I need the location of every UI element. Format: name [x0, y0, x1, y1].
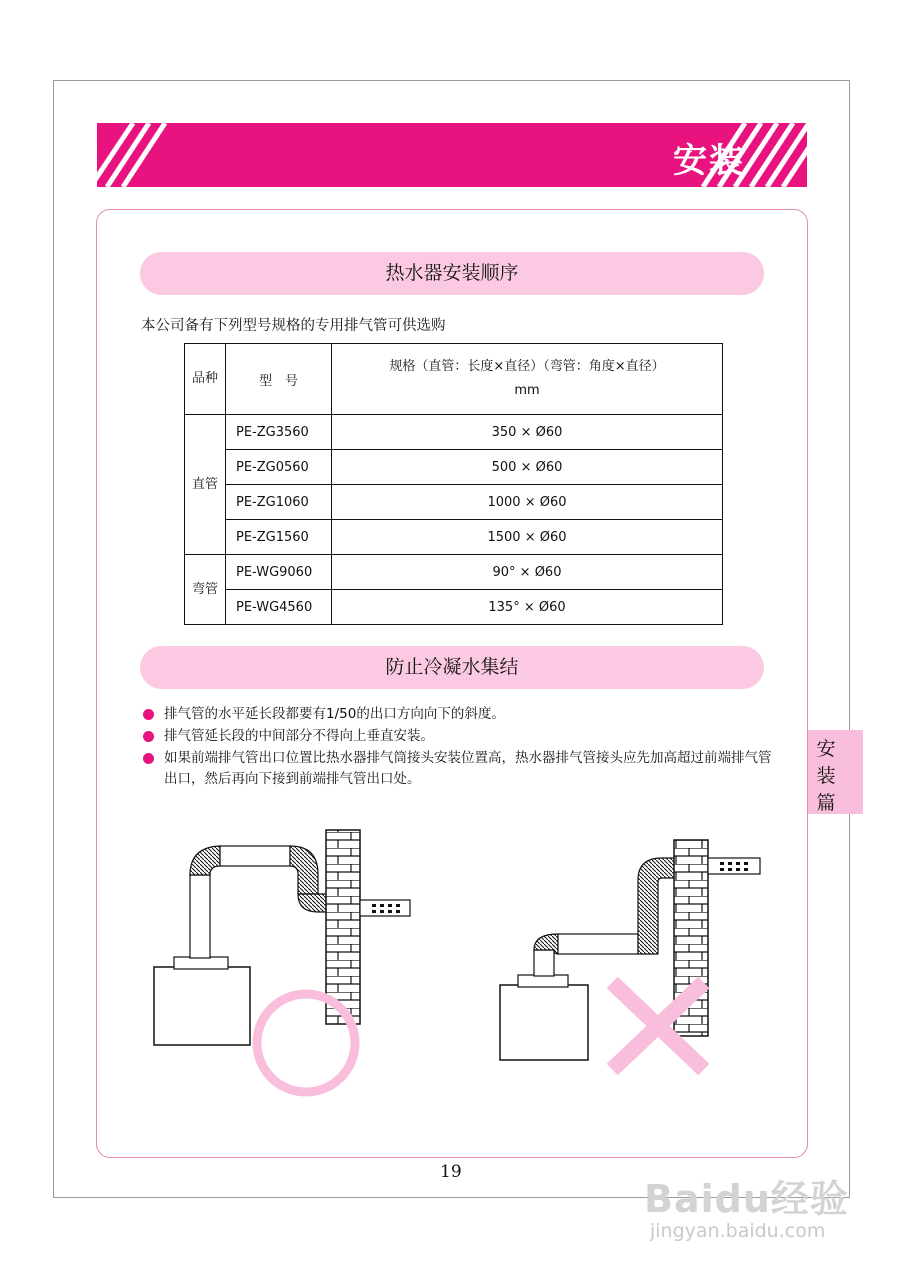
spec-cell: 500 × Ø60 [332, 450, 723, 485]
vertical-pipe-right [534, 950, 554, 976]
horizontal-pipe-right [558, 934, 638, 954]
model-cell: PE-ZG1560 [226, 520, 332, 555]
side-tab-char: 安 [816, 738, 836, 760]
model-cell: PE-ZG0560 [226, 450, 332, 485]
model-cell: PE-ZG3560 [226, 415, 332, 450]
section-title-condensation: 防止冷凝水集结 [140, 646, 764, 689]
water-heater-right [500, 985, 588, 1060]
side-tab-char: 装 [816, 765, 836, 787]
elbow-left-2 [290, 846, 318, 894]
category-elbow: 弯管 [185, 555, 226, 625]
spec-cell: 90° × Ø60 [332, 555, 723, 590]
model-cell: PE-WG9060 [226, 555, 332, 590]
spec-cell: 350 × Ø60 [332, 415, 723, 450]
bullet-text: 排气管延长段的中间部分不得向上垂直安装。 [164, 728, 434, 744]
section-title-install-order: 热水器安装顺序 [140, 252, 764, 295]
water-heater-left [154, 967, 250, 1045]
brick-wall-left [326, 830, 360, 1024]
rising-pipe-right [638, 858, 676, 954]
side-tab-char: 篇 [816, 792, 836, 814]
vertical-pipe-left [190, 875, 210, 958]
watermark-url: jingyan.baidu.com [650, 1220, 826, 1242]
bullet-text: 如果前端排气管出口位置比热水器排气筒接头安装位置高，热水器排气管接头应先加高超过前端排气管出口，然后再向下接到前端排气管出口处。 [164, 750, 772, 787]
correct-installation-diagram [154, 830, 410, 1092]
model-cell: PE-WG4560 [226, 590, 332, 625]
horizontal-pipe-left [220, 846, 290, 866]
banner-title: 安装 [673, 141, 745, 181]
watermark-brand: Baidu经验 [644, 1177, 849, 1221]
spec-cell: 1500 × Ø60 [332, 520, 723, 555]
terminal-right [708, 858, 760, 874]
flue-adapter-right [518, 975, 568, 987]
wrong-installation-diagram [500, 840, 760, 1064]
elbow-left-3 [298, 894, 330, 912]
terminal-left [360, 900, 410, 916]
correct-circle-icon [257, 994, 355, 1092]
side-tab [808, 730, 863, 814]
header-spec-line1: 规格（直管：长度×直径）（弯管：角度×直径） [389, 359, 665, 374]
elbow-left-1 [190, 846, 220, 875]
flue-adapter-left [174, 957, 228, 969]
spec-cell: 135° × Ø60 [332, 590, 723, 625]
header-model: 型 号 [226, 344, 332, 415]
header-spec-line2: mm [514, 383, 540, 398]
category-straight: 直管 [185, 415, 226, 555]
page-number: 19 [440, 1162, 462, 1182]
spec-cell: 1000 × Ø60 [332, 485, 723, 520]
header-category: 品种 [185, 344, 226, 415]
bullet-text: 排气管的水平延长段都要有1/50的出口方向向下的斜度。 [164, 706, 505, 722]
intro-text: 本公司备有下列型号规格的专用排气管可供选购 [141, 318, 446, 334]
model-cell: PE-ZG1060 [226, 485, 332, 520]
